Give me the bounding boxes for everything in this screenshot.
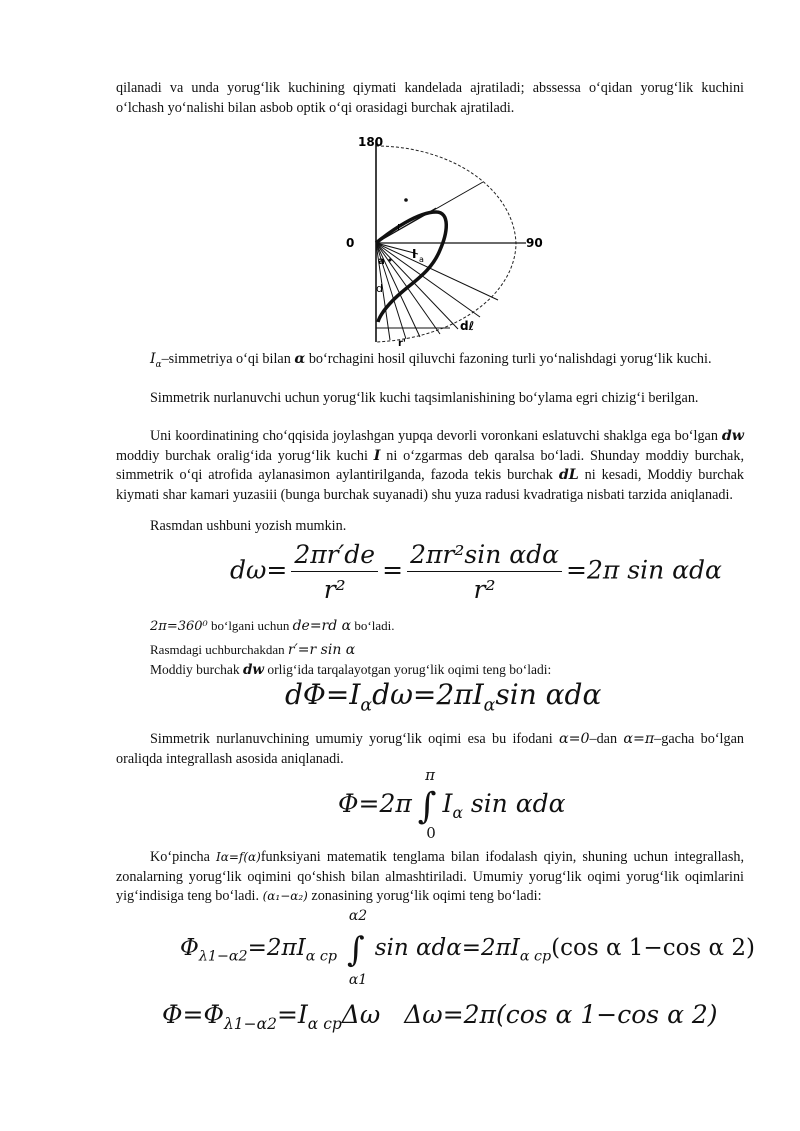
label-r: r [397, 220, 402, 233]
paragraph-zones: Ko‘pincha Iα=f(α)funksiyani matematik tenglama bilan ifodalash qiyin, shuning uchun integrallash, zonalarning yorug‘lik oqimini qo‘shish bilan almashtiriladi. Umumiy yorug‘lik oqimi yorug‘lik oqimlarini yig‘indisiga teng bo‘ladi. (α₁−α₂) zonasining yorug‘lik oqimi teng bo‘ladi: [116, 849, 744, 904]
light-distribution-figure [340, 132, 555, 347]
line-2pi: 2π=360⁰ bo‘lgani uchun de=rd α bo‘ladi. [150, 618, 395, 634]
paragraph-integration: Simmetrik nurlanuvchining umumiy yorug‘lik oqimi esa bu ifodani α=0–dan α=π–gacha bo‘lgan oraliqda integrallash asosida aniqlanadi. [116, 731, 744, 767]
paragraph-i-alpha: $I_\alpha$–simmetriya o‘qi bilan α bo‘rchagini hosil qiluvchi fazoning turli yo‘nalishdagi yorug‘lik kuchi. [150, 351, 712, 370]
label-r-prime: r' [398, 338, 406, 347]
eq4-upper-limit: α2 [348, 908, 368, 924]
paragraph-symmetric: Simmetrik nurlanuvchi uchun yorug‘lik kuchi taqsimlanishining bo‘ylama egri chizig‘i berilgan. [150, 390, 699, 406]
label-90: 90 [526, 236, 543, 250]
paragraph-intro: qilanadi va unda yorug‘lik kuchining qiymati kandelada ajratiladi; abssessa o‘qidan yorug‘lik kuchini o‘lchash yo‘nalishi bilan asbob optik o‘qi orasidagi burchak ajratiladi. [116, 80, 744, 116]
label-alpha: a [378, 256, 385, 267]
label-a: a [419, 255, 424, 264]
eq3-upper-limit: π [425, 766, 435, 784]
eq4-lower-limit: α1 [348, 972, 368, 988]
line-triangle: Rasmdagi uchburchakdan r′=r sin α [150, 642, 356, 658]
paragraph-solid-angle: Uni koordinatining cho‘qqisida joylashgan yupqa devorli voronkani eslatuvchi shaklga ega bo‘lgan dw moddiy burchak oralig‘ida yorug‘lik kuchi I ni o‘zgarmas deb qaralsa bo‘ladi. Shunday moddiy burchak, simmetrik o‘qi atrofida aylanasimon aylantirilganda, fazoda tekis burchak dL ni kesadi, Moddiy burchak kiymati shar kamari yuzasiii (bunga burchak suyanadi) shu yuza radusi kvadratiga nisbati tarzida aniqlanadi. [116, 428, 745, 503]
equation-domega: dω= $\frac{2\pi r'de}{\text{r²}}$ = $\frac{\text{2πr²sin αdα}}{\text{r²}}$ =2π sin αdα [230, 540, 722, 604]
label-i: I [412, 247, 417, 261]
label-d: d [376, 282, 383, 295]
equation-dphi: $d\Phi=I_\alpha d\omega=2\pi I_\alpha\sin$ αdα [285, 678, 602, 716]
label-0: 0 [346, 236, 355, 250]
paragraph-from-figure: Rasmdan ushbuni yozish mumkin. [150, 518, 347, 534]
line-flux: Moddiy burchak dw orlig‘ida tarqalayotgan yorug‘lik oqimi teng bo‘ladi: [150, 662, 552, 678]
label-dl: dℓ [460, 319, 475, 333]
equation-zone-flux: $\Phi_{\lambda 1-\alpha 2}=2\pi I_{\alpha cp}$ ∫ $\sin \alpha d\alpha=2\pi I_{\alpha cp}(\cos$ α 1−cos α 2) [180, 930, 755, 970]
equation-phi-integral: Φ=2π ∫ $I_\alpha$ sin αdα [338, 786, 566, 827]
label-180: 180 [358, 135, 384, 149]
equation-total-flux: $\Phi=\Phi_{\lambda 1-\alpha 2}=I_{\alpha cp}\Delta\omega$ Δω=2π(cos α 1−cos α 2) [162, 1000, 718, 1033]
eq3-lower-limit: 0 [426, 824, 436, 842]
